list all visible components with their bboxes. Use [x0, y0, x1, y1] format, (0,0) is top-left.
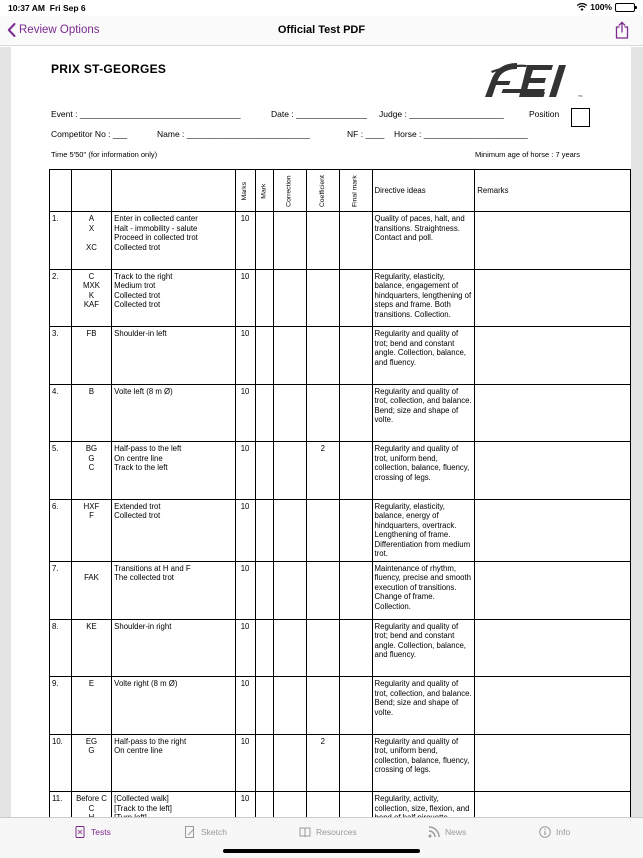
- letter-line: E: [88, 679, 95, 689]
- row-directive: Maintenance of rhythm, fluency, precise and smooth execution of transitions. Change of frame. Collection.: [372, 561, 475, 619]
- competitor-line: [51, 129, 127, 139]
- row-coefficient: 2: [306, 442, 339, 500]
- row-number: 11.: [50, 792, 72, 850]
- row-letters: [71, 384, 111, 442]
- row-remarks-cell[interactable]: [475, 269, 631, 327]
- tab-info-label: Info: [556, 827, 571, 837]
- pdf-page: [11, 47, 631, 847]
- row-remarks-cell[interactable]: [475, 327, 631, 385]
- movement-line: Transitions at H and F: [114, 563, 191, 573]
- header-directive: Directive ideas: [372, 170, 475, 212]
- header-remarks: Remarks: [475, 170, 631, 212]
- movement-line: Enter in collected canter: [114, 214, 198, 223]
- row-number: 9.: [50, 677, 72, 735]
- row-mark-cell[interactable]: [255, 561, 274, 619]
- letter-line: G: [88, 453, 95, 463]
- movement-line: Volte left (8 m Ø): [114, 386, 173, 396]
- row-directive: Regularity, elasticity, balance, engagement of hindquarters, lengthening of steps and frame. Both transitions. Collection.: [372, 269, 475, 327]
- row-final-mark-cell[interactable]: [339, 212, 372, 270]
- row-directive: Regularity and quality of trot, uniform bend, collection, balance, fluency, crossing of legs.: [372, 442, 475, 500]
- row-remarks-cell[interactable]: [475, 561, 631, 619]
- movement-line: Collected trot: [114, 300, 161, 310]
- row-directive: Quality of paces, halt, and transitions. Straightness. Contact and poll.: [372, 212, 475, 270]
- movement-line: Halt - immobility - salute: [114, 223, 198, 233]
- row-max-marks: 10: [235, 792, 255, 850]
- nav-title: Official Test PDF: [277, 24, 366, 36]
- row-remarks-cell[interactable]: [475, 442, 631, 500]
- row-max-marks: 10: [235, 499, 255, 561]
- row-number: 7.: [50, 561, 72, 619]
- info-icon: [539, 826, 551, 838]
- tab-resources-label: Resources: [316, 827, 357, 837]
- letter-line: K: [88, 290, 95, 300]
- row-correction-cell[interactable]: [274, 327, 306, 385]
- row-mark-cell[interactable]: [255, 677, 274, 735]
- row-correction-cell[interactable]: [274, 384, 306, 442]
- row-coefficient: [306, 269, 339, 327]
- row-mark-cell[interactable]: [255, 442, 274, 500]
- row-movement: [112, 327, 235, 385]
- judge-field[interactable]: ____________________: [409, 109, 504, 119]
- row-max-marks: 10: [235, 212, 255, 270]
- movement-line: Half-pass to the right: [114, 736, 187, 746]
- row-max-marks: 10: [235, 561, 255, 619]
- horse-field[interactable]: ______________________: [423, 129, 528, 139]
- letter-line: C: [88, 803, 95, 813]
- row-number: 8.: [50, 619, 72, 677]
- row-coefficient: [306, 499, 339, 561]
- letter-line: XC: [86, 242, 97, 252]
- row-max-marks: 10: [235, 619, 255, 677]
- movement-line: Collected trot: [114, 290, 161, 300]
- row-remarks-cell[interactable]: [475, 212, 631, 270]
- header-coefficient: Coefficient: [306, 170, 339, 212]
- nf-line: [347, 129, 384, 139]
- row-directive: Regularity, elasticity, balance, energy of hindquarters, overtrack. Lengthening of frame. Differentiation from medium trot.: [372, 499, 475, 561]
- row-letters: [71, 561, 111, 619]
- movement-line: [Track to the left]: [114, 803, 172, 813]
- rss-icon: [428, 826, 440, 838]
- header-number: [50, 170, 72, 212]
- row-remarks-cell[interactable]: [475, 677, 631, 735]
- sketch-icon: [184, 826, 196, 838]
- row-number: 6.: [50, 499, 72, 561]
- row-letters: [71, 677, 111, 735]
- row-final-mark-cell[interactable]: [339, 442, 372, 500]
- header-mark: Mark: [255, 170, 274, 212]
- event-label: Event :: [51, 109, 78, 119]
- letter-line: B: [88, 386, 95, 396]
- row-movement: [112, 212, 235, 270]
- row-remarks-cell[interactable]: [475, 619, 631, 677]
- row-mark-cell[interactable]: [255, 269, 274, 327]
- row-max-marks: 10: [235, 677, 255, 735]
- letter-line: BG: [85, 444, 98, 454]
- row-movement: [112, 499, 235, 561]
- row-correction-cell[interactable]: [274, 499, 306, 561]
- table-row: [50, 734, 631, 792]
- pdf-viewer[interactable]: [0, 47, 643, 817]
- test-title: PRIX ST-GEORGES: [51, 62, 167, 76]
- row-coefficient: [306, 327, 339, 385]
- row-correction-cell[interactable]: [274, 212, 306, 270]
- movement-line: Half-pass to the left: [114, 444, 182, 454]
- table-row: [50, 212, 631, 270]
- position-box[interactable]: [571, 108, 590, 127]
- letter-line: C: [88, 463, 95, 473]
- header-final-mark: Final mark: [339, 170, 372, 212]
- letter-line: KE: [86, 621, 97, 631]
- row-movement: [112, 442, 235, 500]
- row-mark-cell[interactable]: [255, 327, 274, 385]
- letter-line: F: [89, 511, 94, 521]
- row-letters: [71, 734, 111, 792]
- movement-line: On centre line: [114, 746, 163, 756]
- row-correction-cell[interactable]: [274, 677, 306, 735]
- row-coefficient: [306, 384, 339, 442]
- row-number: 10.: [50, 734, 72, 792]
- letter-line: X: [88, 223, 95, 233]
- row-correction-cell[interactable]: [274, 619, 306, 677]
- status-time: [8, 3, 86, 13]
- nf-field[interactable]: ____: [365, 129, 385, 139]
- score-table: [49, 169, 631, 850]
- letter-line: FB: [86, 329, 97, 339]
- nf-label: NF :: [347, 129, 364, 139]
- row-directive: Regularity and quality of trot, collection, and balance. Bend; size and shape of volte.: [372, 384, 475, 442]
- status-date-text: Fri Sep 6: [49, 3, 86, 13]
- row-letters: [71, 212, 111, 270]
- row-letters: [71, 499, 111, 561]
- row-number: 4.: [50, 384, 72, 442]
- row-movement: [112, 384, 235, 442]
- letter-line: Before C: [76, 794, 107, 804]
- judge-label: Judge :: [379, 109, 407, 119]
- movement-line: Extended trot: [114, 501, 161, 511]
- judge-line: [379, 109, 504, 119]
- header-correction: Correction: [274, 170, 306, 212]
- row-final-mark-cell[interactable]: [339, 327, 372, 385]
- row-remarks-cell[interactable]: [475, 384, 631, 442]
- row-movement: [112, 269, 235, 327]
- table-row: [50, 499, 631, 561]
- row-remarks-cell[interactable]: [475, 734, 631, 792]
- status-bar: [0, 0, 643, 16]
- tests-icon: [74, 826, 86, 838]
- row-letters: [71, 269, 111, 327]
- competitor-label: Competitor No :: [51, 129, 111, 139]
- back-button-label: Review Options: [19, 24, 100, 36]
- row-movement: [112, 677, 235, 735]
- row-final-mark-cell[interactable]: [339, 734, 372, 792]
- letter-line: EG: [85, 736, 98, 746]
- battery-percent: 100%: [590, 2, 612, 12]
- movement-line: On centre line: [114, 453, 163, 463]
- table-row: [50, 619, 631, 677]
- row-directive: Regularity, activity, collection, size, flexion, and: [372, 792, 475, 850]
- movement-line: Proceed in collected trot: [114, 233, 198, 242]
- row-final-mark-cell[interactable]: [339, 269, 372, 327]
- horse-line: [394, 129, 528, 139]
- row-letters: [71, 619, 111, 677]
- date-field[interactable]: _______________: [296, 109, 367, 119]
- tab-sketch-label: Sketch: [201, 827, 227, 837]
- tab-tests-label: Tests: [91, 827, 111, 837]
- name-label: Name :: [157, 129, 185, 139]
- row-letters: [71, 327, 111, 385]
- movement-line: Shoulder-in left: [114, 329, 167, 339]
- row-final-mark-cell[interactable]: [339, 561, 372, 619]
- header-marks: Marks: [235, 170, 255, 212]
- row-movement: [112, 734, 235, 792]
- letter-line: C: [88, 271, 95, 281]
- movement-line: The collected trot: [114, 573, 174, 583]
- row-max-marks: 10: [235, 734, 255, 792]
- share-icon[interactable]: [615, 21, 629, 39]
- table-row: [50, 442, 631, 500]
- row-max-marks: 10: [235, 327, 255, 385]
- row-directive: Regularity and quality of trot; bend and constant angle. Collection, balance, and fluency.: [372, 327, 475, 385]
- row-directive: Regularity and quality of trot, collection, and balance. Bend; size and shape of volte.: [372, 677, 475, 735]
- row-movement: [112, 619, 235, 677]
- svg-text:TM: TM: [578, 94, 583, 98]
- row-coefficient: [306, 212, 339, 270]
- nav-bar: [0, 16, 643, 46]
- date-label: Date :: [271, 109, 294, 119]
- row-max-marks: 10: [235, 442, 255, 500]
- movement-line: Shoulder-in right: [114, 621, 172, 631]
- table-row: [50, 561, 631, 619]
- row-final-mark-cell[interactable]: [339, 677, 372, 735]
- name-line: [157, 129, 310, 139]
- tab-news-label: News: [445, 827, 467, 837]
- table-row: [50, 269, 631, 327]
- row-correction-cell[interactable]: [274, 734, 306, 792]
- letter-line: KAF: [83, 300, 100, 310]
- book-icon: [299, 826, 311, 838]
- row-number: 2.: [50, 269, 72, 327]
- movement-line: Volte right (8 m Ø): [114, 679, 178, 689]
- letter-line: HXF: [83, 501, 100, 511]
- time-note: Time 5'50'' (for information only): [51, 150, 158, 159]
- movement-line: Medium trot: [114, 281, 156, 291]
- row-mark-cell[interactable]: [255, 734, 274, 792]
- date-line: [271, 109, 367, 119]
- table-row: [50, 384, 631, 442]
- row-correction-cell[interactable]: [274, 442, 306, 500]
- row-remarks-cell[interactable]: [475, 499, 631, 561]
- name-field[interactable]: __________________________: [186, 129, 310, 139]
- table-row: [50, 677, 631, 735]
- row-mark-cell[interactable]: [255, 384, 274, 442]
- row-mark-cell[interactable]: [255, 619, 274, 677]
- row-number: 5.: [50, 442, 72, 500]
- table-header-row: [50, 170, 631, 212]
- event-line: [51, 109, 241, 119]
- competitor-field[interactable]: ___: [112, 129, 128, 139]
- status-right: [577, 2, 635, 12]
- row-movement: [112, 561, 235, 619]
- position-label: Position: [529, 109, 560, 119]
- tab-sketch[interactable]: [184, 826, 227, 838]
- row-number: 3.: [50, 327, 72, 385]
- row-final-mark-cell[interactable]: [339, 499, 372, 561]
- row-final-mark-cell[interactable]: [339, 619, 372, 677]
- row-coefficient: [306, 677, 339, 735]
- row-directive: Regularity and quality of trot, uniform bend, collection, balance, fluency, crossing of legs.: [372, 734, 475, 792]
- tab-info[interactable]: [539, 826, 570, 838]
- row-directive: Regularity and quality of trot; bend and constant angle. Collection, balance, and fluency.: [372, 619, 475, 677]
- fei-logo: [483, 61, 593, 99]
- row-correction-cell[interactable]: [274, 561, 306, 619]
- row-max-marks: 10: [235, 384, 255, 442]
- movement-line: Track to the left: [114, 463, 168, 473]
- letter-line: [74, 564, 109, 574]
- home-indicator: [223, 849, 420, 853]
- movement-line: Collected trot: [114, 242, 161, 252]
- row-final-mark-cell[interactable]: [339, 384, 372, 442]
- table-row: [50, 327, 631, 385]
- horse-label: Horse :: [394, 129, 422, 139]
- status-time-text: 10:37 AM: [8, 3, 46, 13]
- letter-line: [74, 233, 109, 243]
- tab-tests[interactable]: [74, 826, 111, 838]
- row-coefficient: 2: [306, 734, 339, 792]
- letter-line: MXK: [83, 281, 100, 291]
- wifi-icon: [577, 3, 587, 11]
- row-letters: [71, 442, 111, 500]
- tab-resources[interactable]: [299, 826, 357, 838]
- movement-line: Collected trot: [114, 511, 161, 521]
- row-mark-cell[interactable]: [255, 212, 274, 270]
- row-coefficient: [306, 561, 339, 619]
- header-letters: [71, 170, 111, 212]
- header-movement: [112, 170, 235, 212]
- row-max-marks: 10: [235, 269, 255, 327]
- movement-line: Track to the right: [114, 271, 173, 281]
- movement-line: [Collected walk]: [114, 794, 169, 804]
- row-mark-cell[interactable]: [255, 499, 274, 561]
- row-number: 1.: [50, 212, 72, 270]
- letter-line: A: [88, 214, 95, 223]
- row-coefficient: [306, 619, 339, 677]
- tab-news[interactable]: [428, 826, 466, 838]
- row-correction-cell[interactable]: [274, 269, 306, 327]
- min-age-note: Minimum age of horse : 7 years: [475, 150, 581, 159]
- battery-icon: [615, 3, 635, 12]
- letter-line: FAK: [84, 573, 99, 583]
- letter-line: G: [88, 746, 95, 756]
- event-field[interactable]: __________________________________: [79, 109, 241, 119]
